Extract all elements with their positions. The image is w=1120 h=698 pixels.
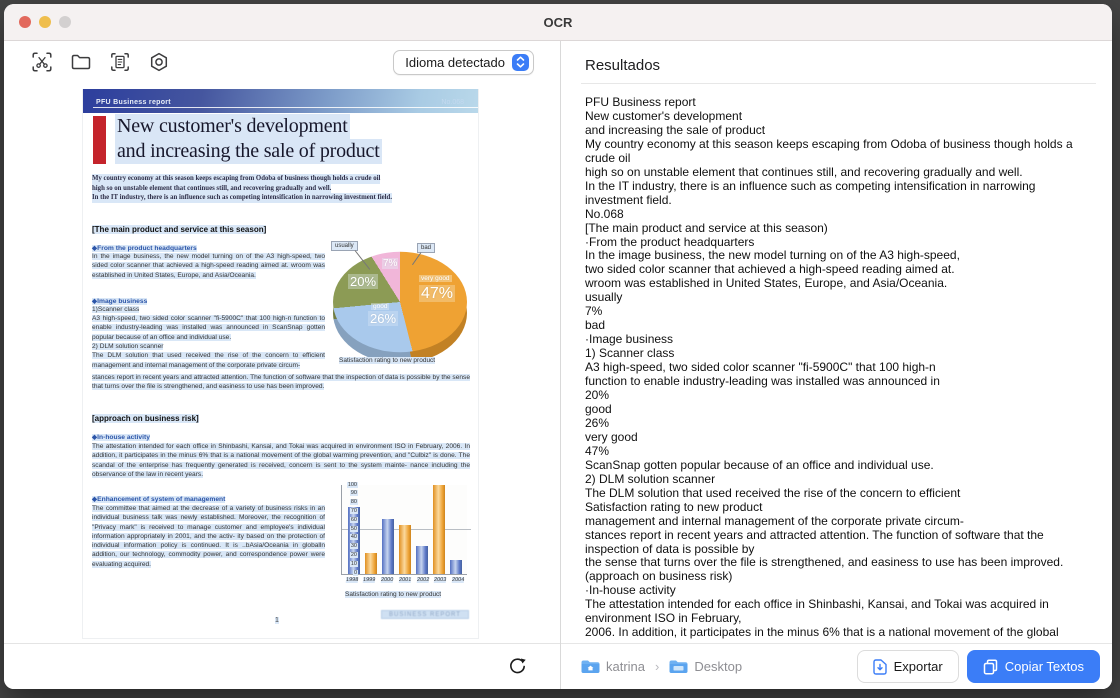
bar-ylabel-100: 100 bbox=[347, 481, 357, 488]
pie-value-good: 26% bbox=[370, 311, 397, 326]
result-line: stances report in recent years and attracted attention. The function of software that the bbox=[585, 528, 1044, 542]
open-folder-icon[interactable] bbox=[69, 50, 93, 74]
result-line: the sense that turns over the file is strengthened, and easiness to use has been improved. bbox=[585, 556, 1064, 570]
scanned-page bbox=[82, 89, 479, 639]
bar-xlabel-2003: 2003 bbox=[433, 577, 447, 583]
result-line: The DLM solution that used received the rise of the concern to efficient bbox=[585, 486, 961, 500]
bar-2002 bbox=[416, 546, 428, 574]
result-line: New customer's development bbox=[585, 109, 743, 123]
title-accent-bar bbox=[93, 116, 106, 164]
pie-label-very-good: very good bbox=[421, 275, 450, 282]
toolbar bbox=[4, 41, 560, 83]
bar-xlabels bbox=[341, 575, 467, 583]
bar-ylabel-80: 80 bbox=[350, 499, 357, 506]
result-line: ·In-house activity bbox=[585, 584, 676, 598]
subheading-management: ◆Enhancement of system of management bbox=[92, 496, 226, 503]
zoom-window-button-disabled bbox=[59, 16, 71, 28]
scan-document-icon[interactable] bbox=[108, 50, 132, 74]
capture-ocr-icon[interactable] bbox=[30, 50, 54, 74]
subheading-product-hq: ◆From the product headquarters bbox=[92, 245, 197, 252]
result-line: PFU Business report bbox=[585, 96, 696, 109]
copy-texts-button-label: Copiar Textos bbox=[1004, 659, 1084, 674]
result-line: A3 high-speed, two sided color scanner "fi-5900C" that 100 high-n bbox=[585, 361, 936, 375]
result-line: 2006. In addition, it participates in the minus 6% that is a national movement of the global bbox=[585, 626, 1059, 640]
pie-chart bbox=[325, 241, 475, 371]
bar-chart bbox=[319, 481, 475, 598]
result-line: 2) DLM solution scanner bbox=[585, 472, 716, 486]
result-line: Satisfaction rating to new product bbox=[585, 500, 763, 514]
result-line: ·From the product headquarters bbox=[585, 235, 755, 249]
left-footer-bar bbox=[4, 643, 560, 689]
bar-xlabel-2000: 2000 bbox=[380, 577, 394, 583]
result-line: 1) Scanner class bbox=[585, 347, 675, 361]
bar-xlabel-1999: 1999 bbox=[363, 577, 376, 583]
bar-ylabel-90: 90 bbox=[350, 490, 357, 497]
bar-2000 bbox=[382, 519, 394, 574]
bar-ylabel-10: 10 bbox=[350, 560, 357, 567]
result-line: high so on unstable element that continues still, and recovering gradually and well. bbox=[585, 165, 1023, 179]
result-line: (approach on business risk) bbox=[585, 570, 733, 584]
left-panel bbox=[4, 41, 561, 689]
pie-caption: Satisfaction rating to new product bbox=[339, 357, 436, 364]
result-line: investment field. bbox=[585, 193, 672, 207]
page-header-number: No.068 bbox=[441, 99, 464, 106]
bar-2004 bbox=[450, 560, 462, 574]
bar-ylabels bbox=[341, 481, 361, 576]
result-line: crude oil bbox=[585, 151, 631, 165]
title-bar bbox=[4, 4, 1112, 41]
result-line: very good bbox=[585, 430, 638, 444]
results-text[interactable] bbox=[561, 84, 1112, 643]
paragraph: The DLM solution that used received the rise of the concern to efficient management and internal management of the corporate private circum- bbox=[92, 352, 325, 369]
result-line: management and internal management of the corporate private circum- bbox=[585, 514, 964, 528]
bar-plot-area bbox=[341, 481, 467, 576]
left-column bbox=[92, 244, 325, 370]
close-window-button[interactable] bbox=[19, 16, 31, 28]
result-line: wroom was established in United States, Europe, and Asia/Oceania. bbox=[585, 277, 948, 291]
result-line: 47% bbox=[585, 444, 610, 458]
result-line: 20% bbox=[585, 389, 610, 403]
export-button[interactable] bbox=[857, 650, 959, 683]
breadcrumb-home[interactable] bbox=[581, 659, 645, 674]
bar-ylabel-20: 20 bbox=[350, 551, 357, 558]
result-line: inspection of data is possible by bbox=[585, 542, 755, 556]
result-line: [The main product and service at this season) bbox=[585, 221, 828, 235]
intro-line: high so on unstable element that continues still, and recovering gradually and well. bbox=[92, 184, 332, 192]
right-footer-bar bbox=[561, 643, 1112, 689]
pie-callout-usually: usually bbox=[331, 241, 358, 251]
minimize-window-button[interactable] bbox=[39, 16, 51, 28]
section-heading-products: [The main product and service at this season] bbox=[92, 225, 267, 234]
result-line: bad bbox=[585, 319, 606, 333]
page-footer-blur: BUSINESS REPORT bbox=[381, 610, 469, 619]
bar-caption: Satisfaction rating to new product bbox=[345, 591, 442, 598]
result-line: two sided color scanner that achieved a high-speed reading aimed at. bbox=[585, 263, 955, 277]
paragraph: A3 high-speed, two sided color scanner "fi-5900C" that 100 high-n function to enable industry-leading was installed was announced in ScanSnap gotten popular because of an office and individual use. bbox=[92, 315, 325, 341]
bar-ylabel-50: 50 bbox=[350, 525, 357, 532]
paragraph: The attestation intended for each office in Shinbashi, Kansai, and Tokai was acquired in environment ISO in February, 2006. In addition, it participates in the minus 6% that is a national movement of the global warming prevention, and "Culbiz" is done. The scandal of the enterprise has frequently generated is received, concern is sent to the system mainte- nance including the observance of the law in recent years. bbox=[92, 443, 470, 478]
paragraph: The committee that aimed at the decrease of a variety of business risks in an individual business talk was newly established. Moreover, the recognition of "Privacy mark" is received to manage customer and employee's individual information appropriately in 2001, and the activ- ity based on the protection of individual information policy is continued. It is ..bAsia/Oceania in globalln addition, our technology, commodity power, and correspondence power were evaluating acquired. bbox=[92, 505, 325, 568]
bar-ylabel-40: 40 bbox=[350, 534, 357, 541]
result-line: In the IT industry, there is an influence such as competing intensification in narrowing bbox=[585, 179, 1036, 193]
paragraph: In the image business, the new model turning on of the A3 high-speed, two sided color scanner that achieved a high-speed reading aimed at. wroom was established in United States, Europe, and Asia/Oceania. bbox=[92, 253, 325, 279]
bar-xlabel-2001: 2001 bbox=[398, 577, 412, 583]
section-heading-risk: [approach on business risk] bbox=[92, 414, 199, 423]
settings-icon[interactable] bbox=[147, 50, 171, 74]
bar-ylabel-70: 70 bbox=[350, 507, 357, 514]
dropdown-stepper-icon bbox=[512, 54, 529, 71]
subheading-inhouse: ◆In-house activity bbox=[92, 434, 150, 441]
bar-xlabel-2004: 2004 bbox=[451, 577, 465, 583]
pie-value-usually: 20% bbox=[350, 274, 377, 289]
result-line: function to enable industry-leading was installed was announced in bbox=[585, 375, 940, 389]
page-number: 1 bbox=[275, 617, 279, 624]
page-title: New customer's development and increasing the sale of product bbox=[117, 115, 380, 162]
bar-1999 bbox=[365, 553, 377, 574]
bar-xlabel-1998: 1998 bbox=[345, 577, 359, 583]
list-item: 2) DLM solution scanner bbox=[92, 343, 164, 351]
result-line: 26% bbox=[585, 416, 610, 430]
breadcrumb-desktop[interactable] bbox=[669, 659, 742, 674]
traffic-lights bbox=[19, 4, 71, 40]
document-preview[interactable] bbox=[4, 83, 560, 643]
bar-2001 bbox=[399, 525, 411, 574]
result-line: ·Image business bbox=[585, 333, 674, 347]
copy-texts-button[interactable] bbox=[967, 650, 1100, 683]
results-heading: Resultados bbox=[585, 57, 661, 74]
language-dropdown[interactable] bbox=[393, 50, 534, 75]
result-line: and increasing the sale of product bbox=[585, 123, 766, 137]
pie-value-very-good: 47% bbox=[421, 285, 454, 302]
result-line: My country economy at this season keeps escaping from Odoba of business though holds a bbox=[585, 137, 1073, 151]
page-header-title: PFU Business report bbox=[96, 99, 171, 106]
bar-xlabel-2002: 2002 bbox=[416, 577, 430, 583]
result-line: In the image business, the new model turning on of the A3 high-speed, bbox=[585, 249, 960, 263]
app-window bbox=[4, 4, 1112, 689]
export-button-label: Exportar bbox=[893, 659, 943, 674]
window-title: OCR bbox=[543, 14, 573, 30]
breadcrumb-home-label: katrina bbox=[606, 659, 646, 674]
bar-ylabel-0: 0 bbox=[353, 569, 357, 576]
result-line: The attestation intended for each office in Shinbashi, Kansai, and Tokai was acquired in bbox=[585, 598, 1049, 612]
result-line: No.068 bbox=[585, 207, 624, 221]
subheading-image-business: ◆Image business bbox=[92, 297, 148, 305]
intro-line: In the IT industry, there is an influence such as competing intensification in narrowing investment field. bbox=[92, 194, 393, 202]
bar-2003 bbox=[433, 485, 445, 574]
result-line: 7% bbox=[585, 305, 603, 319]
results-panel bbox=[561, 41, 1112, 689]
result-line: ScanSnap gotten popular because of an office and individual use. bbox=[585, 458, 934, 472]
page-intro bbox=[92, 174, 470, 203]
bar-ylabel-30: 30 bbox=[350, 543, 357, 550]
result-line: usually bbox=[585, 291, 623, 305]
paragraph: stances report in recent years and attracted attention. The function of software that the inspection of data is possible by the sense that turns over the file is strengthened, and easiness to use has been improved. bbox=[92, 374, 470, 391]
result-line: good bbox=[585, 402, 612, 416]
list-item: 1)Scanner class bbox=[92, 305, 140, 313]
breadcrumb-desktop-label: Desktop bbox=[694, 659, 743, 674]
refresh-icon[interactable] bbox=[504, 654, 530, 680]
pie-callout-bad: bad bbox=[417, 243, 435, 253]
pie-value-bad: 7% bbox=[383, 258, 398, 269]
language-dropdown-label: Idioma detectado bbox=[405, 54, 505, 70]
bar-ylabel-60: 60 bbox=[350, 516, 357, 523]
result-line: environment ISO in February, bbox=[585, 612, 742, 626]
pie-label-good: good bbox=[373, 303, 388, 310]
page-header-band bbox=[83, 89, 478, 113]
intro-line: My country economy at this season keeps escaping from Odoba of business though holds a crude oil bbox=[92, 175, 381, 182]
breadcrumb-separator: › bbox=[655, 659, 660, 674]
